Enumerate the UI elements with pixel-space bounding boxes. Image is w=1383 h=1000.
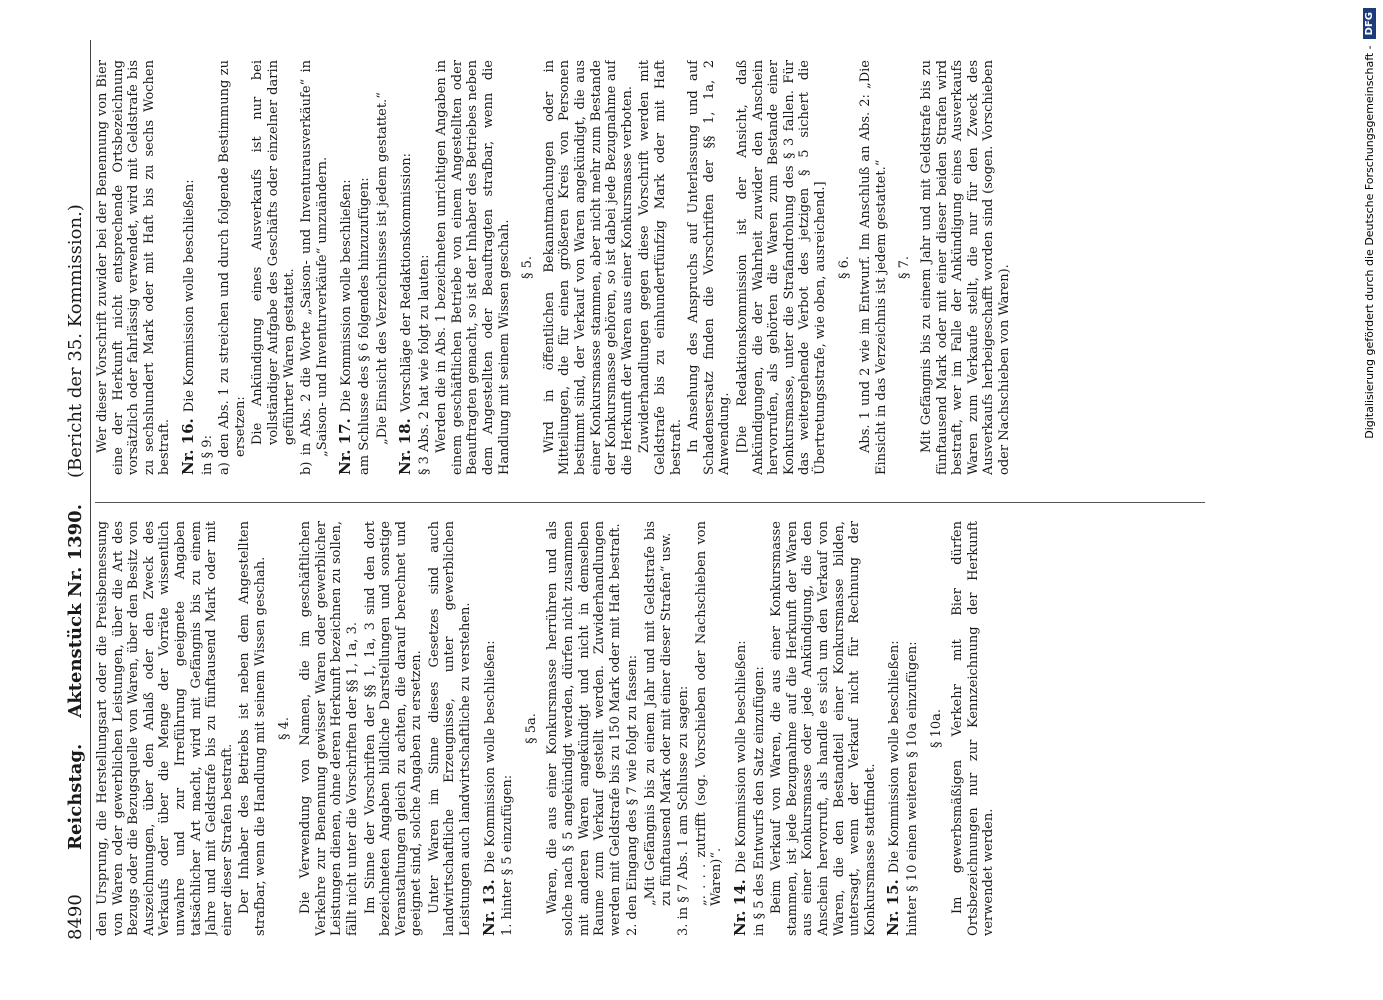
header-aktenstueck: Aktenstück Nr. 1390. <box>65 504 86 718</box>
paragraph: in § 9: <box>199 435 215 475</box>
paragraph: Die Ankündigung eines Ausverkaufs ist nur bei vollständiger Aufgabe des Geschäfts oder einzelner darin geführter Waren gestattet. <box>250 60 297 445</box>
paragraph: in § 5 des Entwurfs den Satz einzufügen: <box>751 666 767 936</box>
credit-line <box>1358 0 1380 1000</box>
paragraph: Waren, die aus einer Konkursmasse herrühren und als solche nach § 5 angekündigt werden, dürfen nicht zusammen mit anderen Waren angekündigt und nicht in demselben Raume zum Verkauf gestellt werden. Zuwiderhandlungen werden mit Geldstrafe bis zu 150 Mark oder mit Haft bestraft. <box>545 521 623 936</box>
list-item: b) in Abs. 2 die Worte „Saison- und Inventurausverkäufe“ in „Saison- und Inventurverkäufe“ umzuändern. <box>299 60 330 475</box>
section-heading: § 7. <box>897 255 913 280</box>
paragraph: § 3 Abs. 2 hat wie folgt zu lauten: <box>416 254 432 475</box>
paragraph: „Die Einsicht des Verzeichnisses ist jedem gestattet.“ <box>374 92 390 445</box>
digitization-credit <box>1358 0 1380 1000</box>
paragraph: Zuwiderhandlungen gegen diese Vorschrift werden mit Geldstrafe bis zu einhundertfünfzig Mark oder mit Haft bestraft. <box>637 60 684 475</box>
list-item: 1. hinter § 5 einzufügen: <box>500 774 516 936</box>
list-item: 3. in § 7 Abs. 1 am Schlusse zu sagen: <box>676 685 692 936</box>
section-heading: § 5a. <box>523 713 539 744</box>
motion-number: Nr. 17. <box>336 418 355 475</box>
paragraph: Abs. 1 und 2 wie im Entwurf. Im Anschluß an Abs. 2: „Die Einsicht in das Verzeichnis ist jedem gestattet.“ <box>858 60 889 475</box>
motion-text: Die Kommission wolle beschließen: <box>339 179 355 413</box>
paragraph: Wer dieser Vorschrift zuwider bei der Benennung von Bier eine der Herkunft nicht entsprechende Ortsbezeichnung vorsätzlich oder fahrlässig verwendet, wird mit Geldstrafe bis zu sechshundert Mark oder mit Haft bis zu sechs Wochen bestraft. <box>95 60 173 475</box>
list-item: a) den Abs. 1 zu streichen und durch folgende Bestimmung zu ersetzen: <box>217 60 248 475</box>
motion-text: Die Kommission wolle beschließen: <box>887 640 903 874</box>
motion-heading <box>886 521 903 936</box>
header-title <box>65 40 86 850</box>
paragraph: Beim Verkauf von Waren, die aus einer Konkursmasse stammen, ist jede Bezugnahme auf die Herkunft der Waren aus einer Konkursmasse oder jede Ankündigung, die den Anschein hervorruft, als handle es sich um den Verkauf von Waren, die den Bestandteil einer Konkursmasse bilden, untersagt, wenn der Verkauf nicht für Rechnung der Konkursmasse stattfindet. <box>769 521 878 936</box>
motion-text: Die Kommission wolle beschließen: <box>733 640 749 874</box>
motion-number: Nr. 18. <box>396 418 415 475</box>
paragraph: Werden die in Abs. 1 bezeichneten unrichtigen Angaben in einem geschäftlichen Betriebe von einem Angestellten oder Beauftragten gemacht, so ist der Inhaber des Betriebes neben dem Angestellten oder Beauftragten strafbar, wenn die Handlung mit seinem Wissen geschah. <box>434 60 512 475</box>
paragraph: In Ansehung des Anspruchs auf Unterlassung und auf Schadensersatz finden die Vorschriften der §§ 1, 1a, 2 Anwendung. <box>686 60 733 475</box>
right-column <box>95 60 1275 475</box>
paragraph: [Die Redaktionskommission ist der Ansicht, daß Ankündigungen, die der Wahrheit zuwider den Anschein hervorrufen, als gehörten die Waren zum Bestande einer Konkursmasse, unter die Strafandrohung des § 3 fallen. Für das weitergehende Verbot des jetzigen § 5 sichert die Übertretungsstrafe, wie oben, ausreichend.] <box>734 60 828 475</box>
motion-text: Die Kommission wolle beschließen: <box>482 640 498 874</box>
paragraph: hinter § 10 einen weiteren § 10a einzufügen: <box>904 641 920 936</box>
paragraph: Mit Gefängnis bis zu einem Jahr und mit Geldstrafe bis zu fünftausend Mark oder mit einer dieser beiden Strafen wird bestraft, wer im Falle der Ankündigung eines Ausverkaufs Waren zum Verkaufe stellt, die nur für den Zweck des Ausverkaufs herbeigeschafft worden sind (sogen. Vorschieben oder Nachschieben von Waren). <box>918 60 1012 475</box>
paragraph: Unter Waren im Sinne dieses Gesetzes sind auch landwirtschaftliche Erzeugnisse, unter gewerblichen Leistungen auch landwirtschaftliche zu verstehen. <box>426 521 474 936</box>
motion-heading <box>178 60 198 475</box>
section-heading: § 4. <box>276 716 292 741</box>
section-heading: § 6. <box>836 255 852 280</box>
list-item: 2. den Eingang des § 7 wie folgt zu fassen: <box>625 654 641 936</box>
paragraph: „. . . . zutrifft (sog. Vorschieben oder Nachschieben von Waren)“. <box>693 521 725 906</box>
motion-heading <box>398 60 415 475</box>
motion-number: Nr. 13. <box>479 879 498 936</box>
page-header <box>52 40 91 940</box>
section-heading: § 10a. <box>928 708 944 749</box>
header-reichstag: Reichstag. <box>65 743 86 850</box>
dfg-logo: DFG <box>1363 8 1376 39</box>
left-column <box>95 521 1275 936</box>
motion-text: Die Kommission wolle beschließen: <box>181 179 197 413</box>
paragraph: Wird in öffentlichen Bekanntmachungen oder in Mitteilungen, die für einen größeren Kreis von Personen bestimmt sind, der Verkauf von Waren angekündigt, die aus einer Konkursmasse stammen, aber nicht mehr zum Bestande der Konkursmasse gehören, so ist dabei jede Bezugnahme auf die Herkunft der Waren aus einer Konkursmasse verboten. <box>541 60 635 475</box>
motion-heading <box>338 60 355 475</box>
motion-text: Vorschläge der Redaktionskommission: <box>399 152 415 413</box>
header-bericht: (Bericht der 35. Kommission.) <box>65 204 86 479</box>
paragraph: Die Verwendung von Namen, die im geschäftlichen Verkehre zur Benennung gewisser Waren oder gewerblicher Leistungen dienen, ohne deren Herkunft bezeichnen zu sollen, fällt nicht unter die Vorschriften der §§ 1, 1a, 3. <box>298 521 360 936</box>
paragraph: Im gewerbsmäßigen Verkehr mit Bier dürfen Ortsbezeichnungen nur zur Kennzeichnung der Herkunft verwendet werden. <box>950 521 997 936</box>
paragraph: den Ursprung, die Herstellungsart oder die Preisbemessung von Waren oder gewerblichen Leistungen, über die Art des Bezugs oder die Bezugsquelle von Waren, über den Besitz von Auszeichnungen, über den Anlaß oder den Zweck des Verkaufs oder über die Menge der Vorräte wissentlich unwahre und zur Irreführung geeignete Angaben tatsächlicher Art macht, wird mit Gefängnis bis zu einem Jahre und mit Geldstrafe bis zu fünftausend Mark oder mit einer dieser Strafen bestraft. <box>95 521 235 936</box>
paragraph: am Schlusse des § 6 folgendes hinzuzufügen: <box>356 177 372 475</box>
page-number: 8490 <box>65 894 86 940</box>
motion-number: Nr. 15. <box>884 879 903 936</box>
paragraph: „Mit Gefängnis bis zu einem Jahr und mit Geldstrafe bis zu fünftausend Mark oder mit einer dieser Strafen“ usw. <box>643 521 674 906</box>
section-heading: § 5. <box>520 255 536 280</box>
column-divider <box>95 502 1205 503</box>
motion-heading <box>479 521 499 936</box>
credit-text: Digitalisierung gefördert durch die Deutsche Forschungsgemeinschaft - <box>1362 45 1376 439</box>
paragraph: Der Inhaber des Betriebs ist neben dem Angestellten strafbar, wenn die Handlung mit seinem Wissen geschah. <box>237 521 268 936</box>
motion-number: Nr. 14. <box>730 879 749 936</box>
motion-number: Nr. 16. <box>178 418 197 475</box>
motion-heading <box>730 521 750 936</box>
paragraph: Im Sinne der Vorschriften der §§ 1, 1a, 3 sind den dort bezeichneten Angaben bildliche Darstellungen und sonstige Veranstaltungen gleich zu achten, die darauf berechnet und geeignet sind, solche Angaben zu ersetzen. <box>362 521 425 936</box>
